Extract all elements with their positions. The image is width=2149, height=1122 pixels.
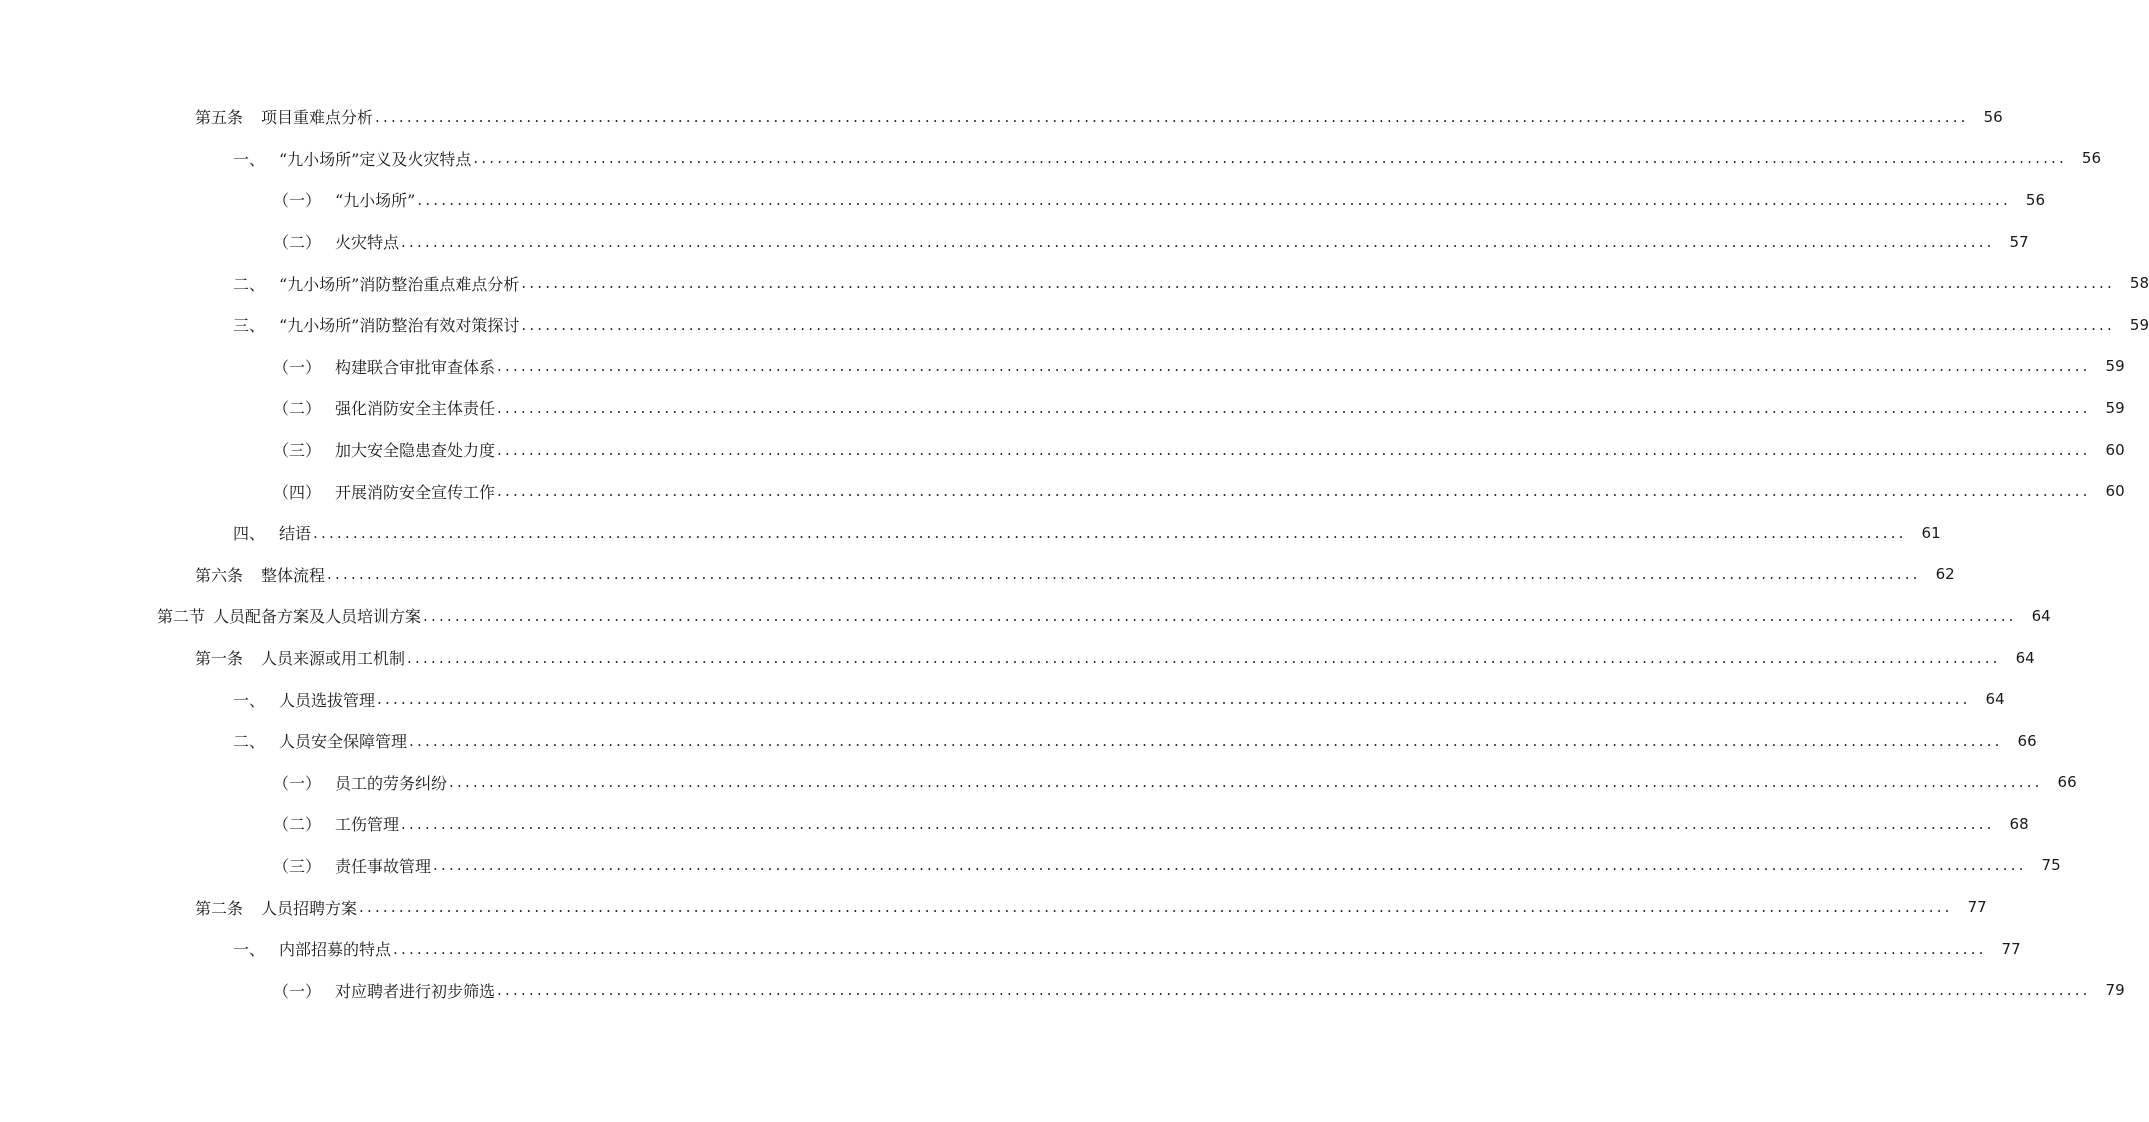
- dot-leader: ........................................................................................................................................................................................................: [497, 440, 2091, 459]
- dot-leader: ........................................................................................................................................................................................................: [327, 565, 1921, 584]
- toc-entry-title: 人员来源或用工机制: [261, 649, 406, 669]
- toc-entry-label: [195, 563, 327, 586]
- toc-entry-number: 二、: [233, 274, 266, 294]
- toc-entry-label: [233, 147, 473, 170]
- dot-leader: ........................................................................................................................................................................................................: [497, 357, 2091, 376]
- dot-leader: ........................................................................................................................................................................................................: [393, 939, 1987, 958]
- toc-entry-title: 人员配备方案及人员培训方案: [213, 607, 422, 627]
- toc-entry-number: （二）: [273, 233, 322, 253]
- toc-entry-number: （一）: [273, 773, 322, 793]
- toc-entry-label: [233, 313, 521, 336]
- toc-entry-page-number: 66: [2017, 731, 2037, 750]
- toc-entry-label: [273, 979, 497, 1002]
- toc-entry[interactable]: [0, 304, 2149, 346]
- toc-entry-page-number: 58: [2129, 274, 2149, 293]
- toc-entry-title: 构建联合审批审查体系: [335, 357, 496, 377]
- toc-entry-title: “九小场所”消防整治有效对策探讨: [279, 316, 520, 336]
- toc-entry-label: [157, 604, 423, 627]
- toc-entry[interactable]: [0, 886, 1987, 928]
- toc-entry[interactable]: [0, 720, 2037, 762]
- toc-entry-number: 二、: [233, 732, 266, 752]
- toc-entry-title: 员工的劳务纠纷: [335, 773, 448, 793]
- toc-entry[interactable]: [0, 179, 2045, 221]
- toc-entry-label: [273, 438, 497, 461]
- toc-entry-number: （一）: [273, 357, 322, 377]
- toc-entry-label: [233, 521, 313, 544]
- toc-entry-number: 第一条: [195, 649, 244, 669]
- toc-entry-label: [233, 729, 409, 752]
- toc-entry-page-number: 64: [2031, 606, 2051, 625]
- toc-entry[interactable]: [0, 928, 2021, 970]
- toc-entry-label: [195, 646, 407, 669]
- toc-entry-number: 三、: [233, 316, 266, 336]
- toc-entry-title: 人员招聘方案: [261, 898, 358, 918]
- toc-entry-number: 第五条: [195, 108, 244, 128]
- toc-entry-title: 开展消防安全宣传工作: [335, 482, 496, 502]
- toc-entry-number: （二）: [273, 399, 322, 419]
- toc-entry-page-number: 56: [2081, 149, 2101, 168]
- toc-entry-page-number: 61: [1921, 523, 1941, 542]
- toc-entry[interactable]: [0, 762, 2077, 804]
- toc-entry-page-number: 60: [2105, 482, 2125, 501]
- toc-entry-label: [273, 396, 497, 419]
- dot-leader: ........................................................................................................................................................................................................: [497, 398, 2091, 417]
- dot-leader: ........................................................................................................................................................................................................: [409, 731, 2003, 750]
- toc-entry-page-number: 60: [2105, 440, 2125, 459]
- toc-entry-label: [273, 230, 401, 253]
- dot-leader: ........................................................................................................................................................................................................: [433, 856, 2027, 875]
- toc-entry-title: “九小场所”定义及火灾特点: [279, 149, 472, 169]
- toc-entry[interactable]: [0, 429, 2125, 471]
- toc-entry[interactable]: [0, 262, 2149, 304]
- toc-entry[interactable]: [0, 845, 2061, 887]
- toc-entry-label: [233, 272, 521, 295]
- toc-entry[interactable]: [0, 221, 2029, 263]
- toc-entry-number: 第二节: [157, 607, 206, 627]
- toc-entry[interactable]: [0, 595, 2051, 637]
- toc-entry[interactable]: [0, 969, 2125, 1011]
- toc-entry-page-number: 56: [1983, 107, 2003, 126]
- toc-entry-title: 项目重难点分析: [261, 108, 374, 128]
- toc-entry[interactable]: [0, 387, 2125, 429]
- dot-leader: ........................................................................................................................................................................................................: [377, 690, 1971, 709]
- toc-entry-label: [233, 688, 377, 711]
- toc-entry-label: [273, 812, 401, 835]
- toc-entry-page-number: 64: [2015, 648, 2035, 667]
- toc-entry[interactable]: [0, 138, 2101, 180]
- toc-entry-page-number: 64: [1985, 690, 2005, 709]
- toc-entry-title: 人员安全保障管理: [279, 732, 408, 752]
- toc-entry-label: [233, 937, 393, 960]
- toc-entry[interactable]: [0, 512, 1941, 554]
- toc-entry[interactable]: [0, 346, 2125, 388]
- toc-entry-title: 结语: [279, 524, 312, 544]
- toc-entry[interactable]: [0, 96, 2003, 138]
- toc-entry-number: （二）: [273, 815, 322, 835]
- toc-entry-label: [273, 771, 449, 794]
- toc-entry-title: 强化消防安全主体责任: [335, 399, 496, 419]
- dot-leader: ........................................................................................................................................................................................................: [497, 482, 2091, 501]
- toc-entry-number: （一）: [273, 981, 322, 1001]
- toc-entry-page-number: 62: [1935, 565, 1955, 584]
- toc-entry-label: [195, 896, 359, 919]
- toc-entry-title: 加大安全隐患查处力度: [335, 441, 496, 461]
- toc-entry[interactable]: [0, 637, 2035, 679]
- toc-entry-label: [273, 480, 497, 503]
- toc-entry-title: 火灾特点: [335, 233, 400, 253]
- toc-entry-title: 责任事故管理: [335, 856, 432, 876]
- dot-leader: ........................................................................................................................................................................................................: [401, 814, 1995, 833]
- toc-entry-page-number: 59: [2129, 315, 2149, 334]
- toc-entry-title: 内部招募的特点: [279, 940, 392, 960]
- toc-entry[interactable]: [0, 554, 1955, 596]
- toc-entry-page-number: 79: [2105, 981, 2125, 1000]
- toc-entry-number: （三）: [273, 441, 322, 461]
- toc-entry-title: 工伤管理: [335, 815, 400, 835]
- dot-leader: ........................................................................................................................................................................................................: [497, 981, 2091, 1000]
- toc-entry-number: 一、: [233, 149, 266, 169]
- table-of-contents: [0, 96, 2149, 1011]
- dot-leader: ........................................................................................................................................................................................................: [375, 107, 1969, 126]
- dot-leader: ........................................................................................................................................................................................................: [423, 606, 2017, 625]
- toc-entry-page-number: 77: [1967, 898, 1987, 917]
- toc-entry-number: （四）: [273, 482, 322, 502]
- toc-entry-page-number: 56: [2025, 190, 2045, 209]
- toc-entry[interactable]: [0, 470, 2125, 512]
- toc-entry-title: “九小场所”消防整治重点难点分析: [279, 274, 520, 294]
- toc-entry-label: [273, 355, 497, 378]
- toc-entry-label: [195, 105, 375, 128]
- toc-entry-number: 四、: [233, 524, 266, 544]
- toc-entry-label: [273, 188, 417, 211]
- toc-entry-title: 人员选拔管理: [279, 690, 376, 710]
- toc-entry-number: （一）: [273, 191, 322, 211]
- toc-entry-number: （三）: [273, 856, 322, 876]
- dot-leader: ........................................................................................................................................................................................................: [521, 315, 2115, 334]
- toc-entry-page-number: 66: [2057, 773, 2077, 792]
- dot-leader: ........................................................................................................................................................................................................: [417, 190, 2011, 209]
- toc-entry-title: “九小场所”: [335, 191, 416, 211]
- toc-entry-title: 整体流程: [261, 565, 326, 585]
- toc-entry-number: 第六条: [195, 565, 244, 585]
- dot-leader: ........................................................................................................................................................................................................: [449, 773, 2043, 792]
- toc-entry-page-number: 59: [2105, 398, 2125, 417]
- dot-leader: ........................................................................................................................................................................................................: [407, 648, 2001, 667]
- toc-entry-number: 第二条: [195, 898, 244, 918]
- toc-entry-number: 一、: [233, 940, 266, 960]
- dot-leader: ........................................................................................................................................................................................................: [473, 149, 2067, 168]
- toc-entry-page-number: 68: [2009, 814, 2029, 833]
- dot-leader: ........................................................................................................................................................................................................: [359, 898, 1953, 917]
- toc-entry-page-number: 77: [2001, 939, 2021, 958]
- toc-entry-page-number: 57: [2009, 232, 2029, 251]
- toc-entry-label: [273, 854, 433, 877]
- toc-entry[interactable]: [0, 803, 2029, 845]
- toc-entry-page-number: 59: [2105, 357, 2125, 376]
- toc-entry-number: 一、: [233, 690, 266, 710]
- toc-entry-page-number: 75: [2041, 856, 2061, 875]
- dot-leader: ........................................................................................................................................................................................................: [521, 274, 2115, 293]
- dot-leader: ........................................................................................................................................................................................................: [313, 523, 1907, 542]
- dot-leader: ........................................................................................................................................................................................................: [401, 232, 1995, 251]
- toc-entry[interactable]: [0, 678, 2005, 720]
- toc-entry-title: 对应聘者进行初步筛选: [335, 981, 496, 1001]
